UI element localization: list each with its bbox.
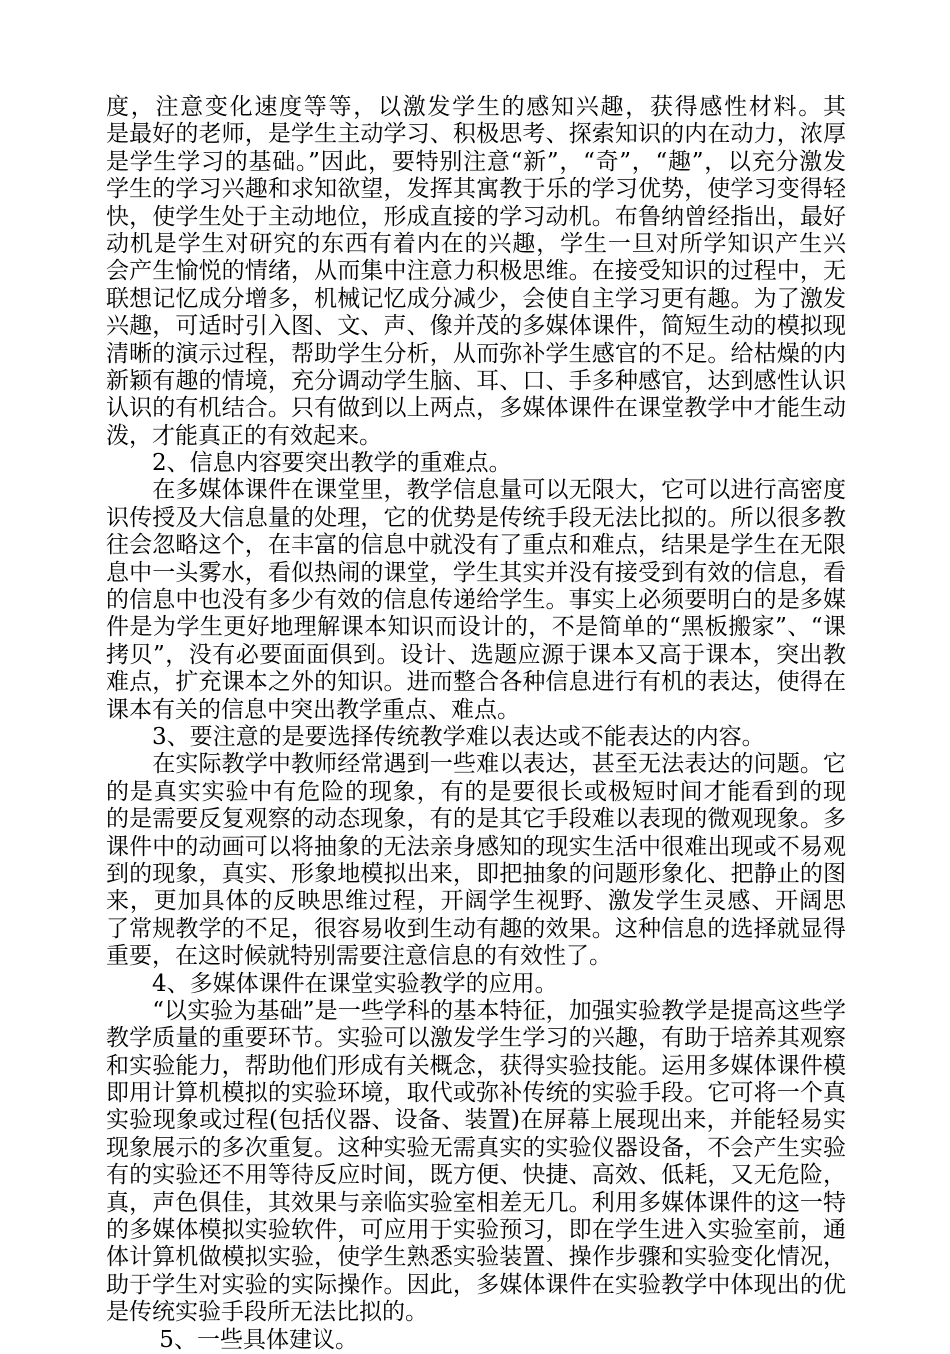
text-line: 来，更加具体的反映思维过程，开阔学生视野、激发学生灵感、开阔思 bbox=[106, 888, 846, 915]
text-line: 动机是学生对研究的东西有着内在的兴趣，学生一旦对所学知识产生兴 bbox=[106, 230, 846, 257]
section-heading: 4、多媒体课件在课堂实验教学的应用。 bbox=[106, 970, 558, 997]
text-line: 助于学生对实验的实际操作。因此，多媒体课件在实验教学中体现出的优 bbox=[106, 1271, 846, 1298]
text-line: 的是需要反复观察的动态现象，有的是其它手段难以表现的微观现象。多 bbox=[106, 806, 846, 833]
text-line: 到的现象，真实、形象地模拟出来，即把抽象的问题形象化、把静止的图 bbox=[106, 860, 846, 887]
text-line: 课本有关的信息中突出教学重点、难点。 bbox=[106, 696, 520, 723]
text-line: 真，声色俱佳，其效果与亲临实验室相差无几。利用多媒体课件的这一特 bbox=[106, 1189, 846, 1216]
text-line: 是学生学习的基础。”因此，要特别注意“新”，“奇”，“趣”，以充分激发 bbox=[106, 148, 846, 175]
text-line: 是最好的老师，是学生主动学习、积极思考、探索知识的内在动力，浓厚 bbox=[106, 121, 846, 148]
text-line: 了常规教学的不足，很容易收到生动有趣的效果。这种信息的选择就显得 bbox=[106, 915, 846, 942]
section-heading: 2、信息内容要突出教学的重难点。 bbox=[106, 450, 512, 477]
text-line: 度，注意变化速度等等，以激发学生的感知兴趣，获得感性材料。其 bbox=[106, 94, 846, 120]
text-line: 难点，扩充课本之外的知识。进而整合各种信息进行有机的表达，使得在 bbox=[106, 669, 846, 696]
text-line: 泼，才能真正的有效起来。 bbox=[106, 422, 382, 449]
text-line: 清晰的演示过程，帮助学生分析，从而弥补学生感官的不足。给枯燥的内 bbox=[106, 340, 846, 367]
text-line: 的是真实实验中有危险的现象，有的是要很长或极短时间才能看到的现 bbox=[106, 778, 846, 805]
document-page bbox=[106, 94, 846, 1354]
text-line: 重要，在这时候就特别需要注意信息的有效性了。 bbox=[106, 943, 612, 970]
section-heading: 5、一些具体建议。 bbox=[106, 1326, 358, 1353]
text-line: 会产生愉悦的情绪，从而集中注意力积极思维。在接受知识的过程中，无 bbox=[106, 258, 846, 285]
text-line: 拷贝”，没有必要面面俱到。设计、选题应源于课本又高于课本，突出教 bbox=[106, 641, 846, 668]
text-line: 的信息中也没有多少有效的信息传递给学生。事实上必须要明白的是多媒 bbox=[106, 587, 846, 614]
text-line: 学生的学习兴趣和求知欲望，发挥其寓教于乐的学习优势，使学习变得轻 bbox=[106, 176, 846, 203]
text-line: 和实验能力，帮助他们形成有关概念，获得实验技能。运用多媒体课件模 bbox=[106, 1052, 846, 1079]
text-line: “以实验为基础”是一些学科的基本特征，加强实验教学是提高这些学 bbox=[152, 997, 846, 1024]
text-line: 课件中的动画可以将抽象的无法亲身感知的现实生活中很难出现或不易观 bbox=[106, 833, 846, 860]
text-line: 快，使学生处于主动地位，形成直接的学习动机。布鲁纳曾经指出，最好 bbox=[106, 203, 846, 230]
text-line: 现象展示的多次重复。这种实验无需真实的实验仪器设备，不会产生实验 bbox=[106, 1134, 846, 1161]
text-line: 认识的有机结合。只有做到以上两点，多媒体课件在课堂教学中才能生动 bbox=[106, 395, 846, 422]
text-line: 识传授及大信息量的处理，它的优势是传统手段无法比拟的。所以很多教 bbox=[106, 504, 846, 531]
section-heading: 3、要注意的是要选择传统教学难以表达或不能表达的内容。 bbox=[106, 723, 765, 750]
text-line: 是传统实验手段所无法比拟的。 bbox=[106, 1299, 428, 1326]
text-line: 在多媒体课件在课堂里，教学信息量可以无限大，它可以进行高密度 bbox=[152, 477, 846, 504]
text-line: 兴趣，可适时引入图、文、声、像并茂的多媒体课件，简短生动的模拟现 bbox=[106, 313, 846, 340]
text-line: 实验现象或过程(包括仪器、设备、装置)在屏幕上展现出来，并能轻易实 bbox=[106, 1107, 846, 1134]
text-line: 息中一头雾水，看似热闹的课堂，学生其实并没有接受到有效的信息，看 bbox=[106, 559, 846, 586]
text-line: 新颖有趣的情境，充分调动学生脑、耳、口、手多种感官，达到感性认识 bbox=[106, 367, 846, 394]
text-line: 的多媒体模拟实验软件，可应用于实验预习，即在学生进入实验室前，通 bbox=[106, 1217, 846, 1244]
text-line: 在实际教学中教师经常遇到一些难以表达，甚至无法表达的问题。它 bbox=[152, 751, 846, 778]
text-line: 往会忽略这个，在丰富的信息中就没有了重点和难点，结果是学生在无限 bbox=[106, 532, 846, 559]
text-line: 联想记忆成分增多，机械记忆成分减少，会使自主学习更有趣。为了激发 bbox=[106, 285, 846, 312]
text-line: 教学质量的重要环节。实验可以激发学生学习的兴趣，有助于培养其观察 bbox=[106, 1025, 846, 1052]
text-line: 件是为学生更好地理解课本知识而设计的，不是简单的“黑板搬家”、“课 bbox=[106, 614, 846, 641]
text-line: 即用计算机模拟的实验环境，取代或弥补传统的实验手段。它可将一个真 bbox=[106, 1080, 846, 1107]
text-line: 有的实验还不用等待反应时间，既方便、快捷、高效、低耗，又无危险， bbox=[106, 1162, 846, 1189]
text-line: 体计算机做模拟实验，使学生熟悉实验装置、操作步骤和实验变化情况， bbox=[106, 1244, 846, 1271]
